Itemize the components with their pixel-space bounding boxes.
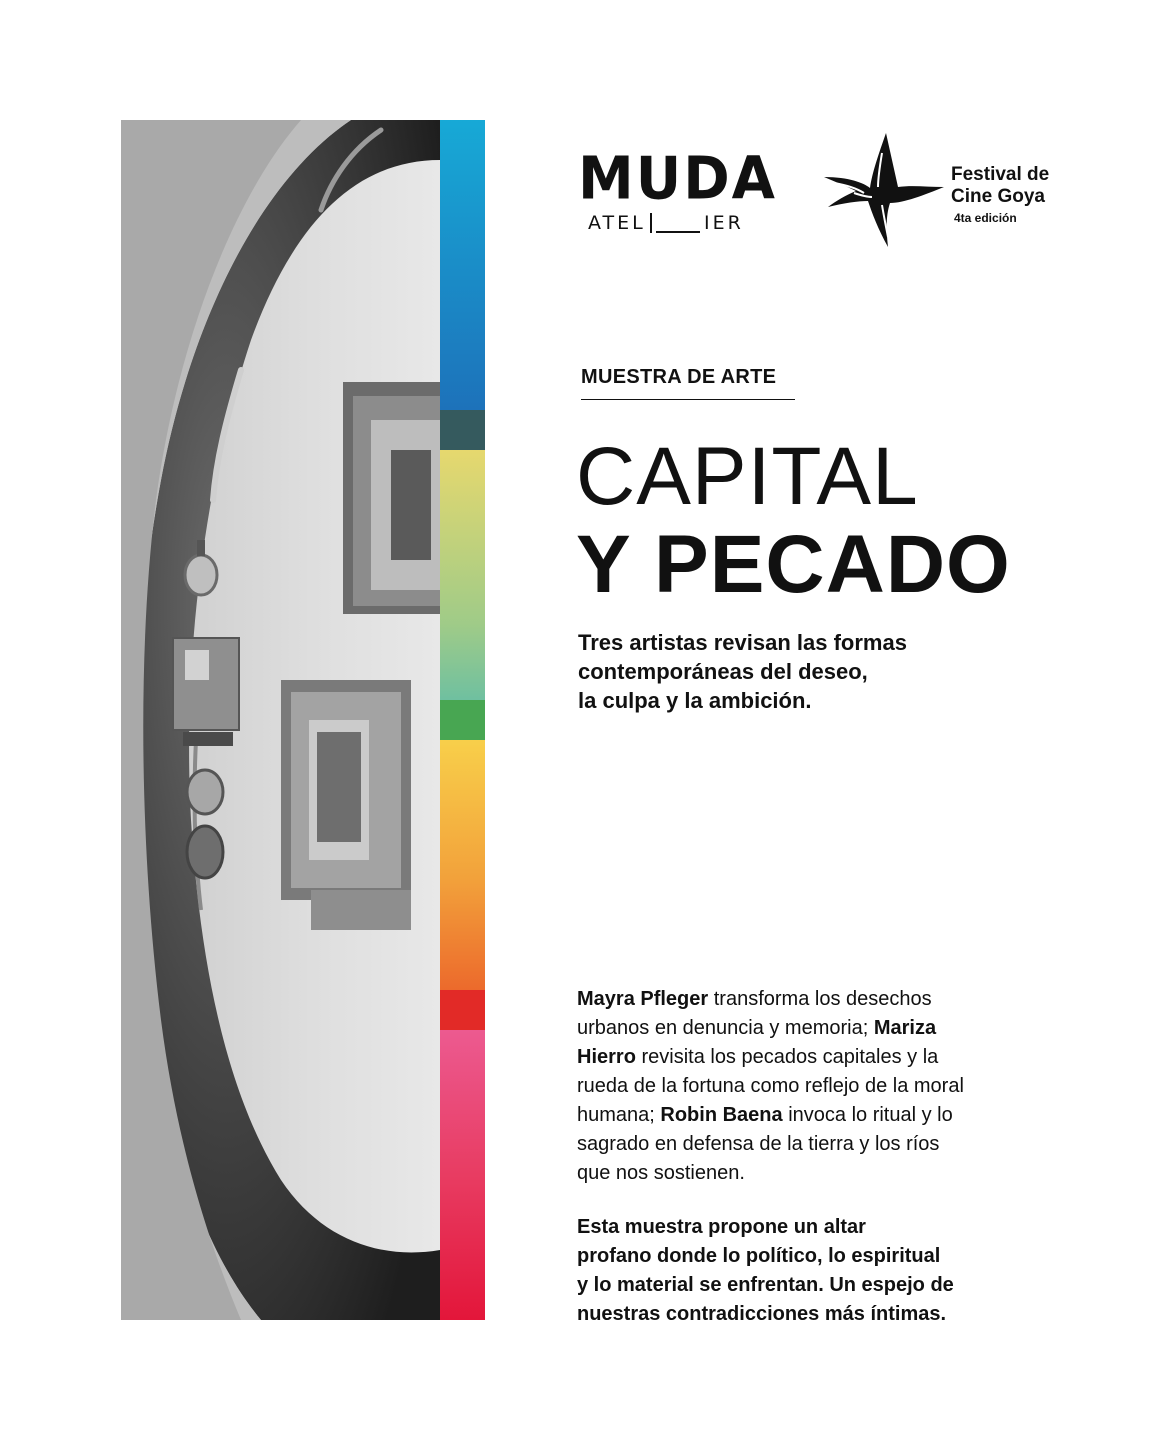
mirror-illustration [121, 120, 440, 1320]
title-line-1: CAPITAL [576, 431, 919, 522]
festival-name-line: Festival de [951, 164, 1050, 185]
muda-atelier-logo [578, 144, 778, 240]
atelier-left: ATEL [588, 212, 646, 234]
muda-wordmark: MUDA [578, 144, 778, 213]
closing-line: y lo material se enfrentan. Un espejo de [577, 1274, 954, 1296]
atelier-tick [650, 213, 652, 233]
artist-name: Mayra Pfleger [577, 988, 709, 1010]
closing-line: profano donde lo político, lo espiritual [577, 1245, 941, 1267]
artist-name: Mariza [873, 1017, 937, 1039]
stripe-segment [440, 990, 485, 1030]
closing-paragraph [577, 1213, 1037, 1329]
artist-name: Hierro [577, 1046, 636, 1068]
body-text: urbanos en denuncia y memoria; [577, 1017, 874, 1039]
atelier-right: IER [704, 212, 744, 234]
body-line [577, 1043, 1047, 1072]
subtitle-line: la culpa y la ambición. [578, 688, 812, 713]
color-stripe [440, 120, 485, 1320]
atelier-wordmark [588, 212, 756, 234]
atelier-underline [656, 231, 700, 233]
body-text: humana; [577, 1104, 661, 1126]
stripe-segment [440, 740, 485, 990]
exhibition-photo [121, 120, 440, 1320]
body-text: revisita los pecados capitales y la [635, 1046, 939, 1068]
closing-line: nuestras contradicciones más íntimas. [577, 1303, 947, 1325]
subtitle [578, 628, 998, 715]
title-line-2: Y PECADO [576, 519, 1011, 610]
stripe-segment [440, 700, 485, 740]
stripe-segment [440, 450, 485, 700]
subtitle-line: Tres artistas revisan las formas [578, 630, 907, 655]
swallow-bird-icon [824, 133, 944, 248]
body-line: sagrado en defensa de la tierra y los ríos [577, 1133, 940, 1155]
body-line [577, 985, 1047, 1014]
body-text: invoca lo ritual y lo [782, 1104, 953, 1126]
body-text: transforma los desechos [708, 988, 932, 1010]
closing-line: Esta muestra propone un altar [577, 1216, 866, 1238]
festival-edition: 4ta edición [954, 211, 1017, 225]
body-line: rueda de la fortuna como reflejo de la moral [577, 1075, 964, 1097]
festival-name-line: Cine Goya [951, 186, 1045, 207]
body-line: que nos sostienen. [577, 1162, 745, 1184]
kicker-divider [581, 399, 795, 400]
stripe-segment [440, 120, 485, 410]
body-line [577, 1014, 1047, 1043]
stripe-segment [440, 410, 485, 450]
artists-paragraph [577, 985, 1047, 1188]
festival-name [951, 164, 1081, 208]
body-line [577, 1101, 1047, 1130]
artist-name: Robin Baena [660, 1104, 783, 1126]
kicker-label: MUESTRA DE ARTE [581, 366, 777, 388]
subtitle-line: contemporáneas del deseo, [578, 659, 868, 684]
stripe-segment [440, 1030, 485, 1320]
